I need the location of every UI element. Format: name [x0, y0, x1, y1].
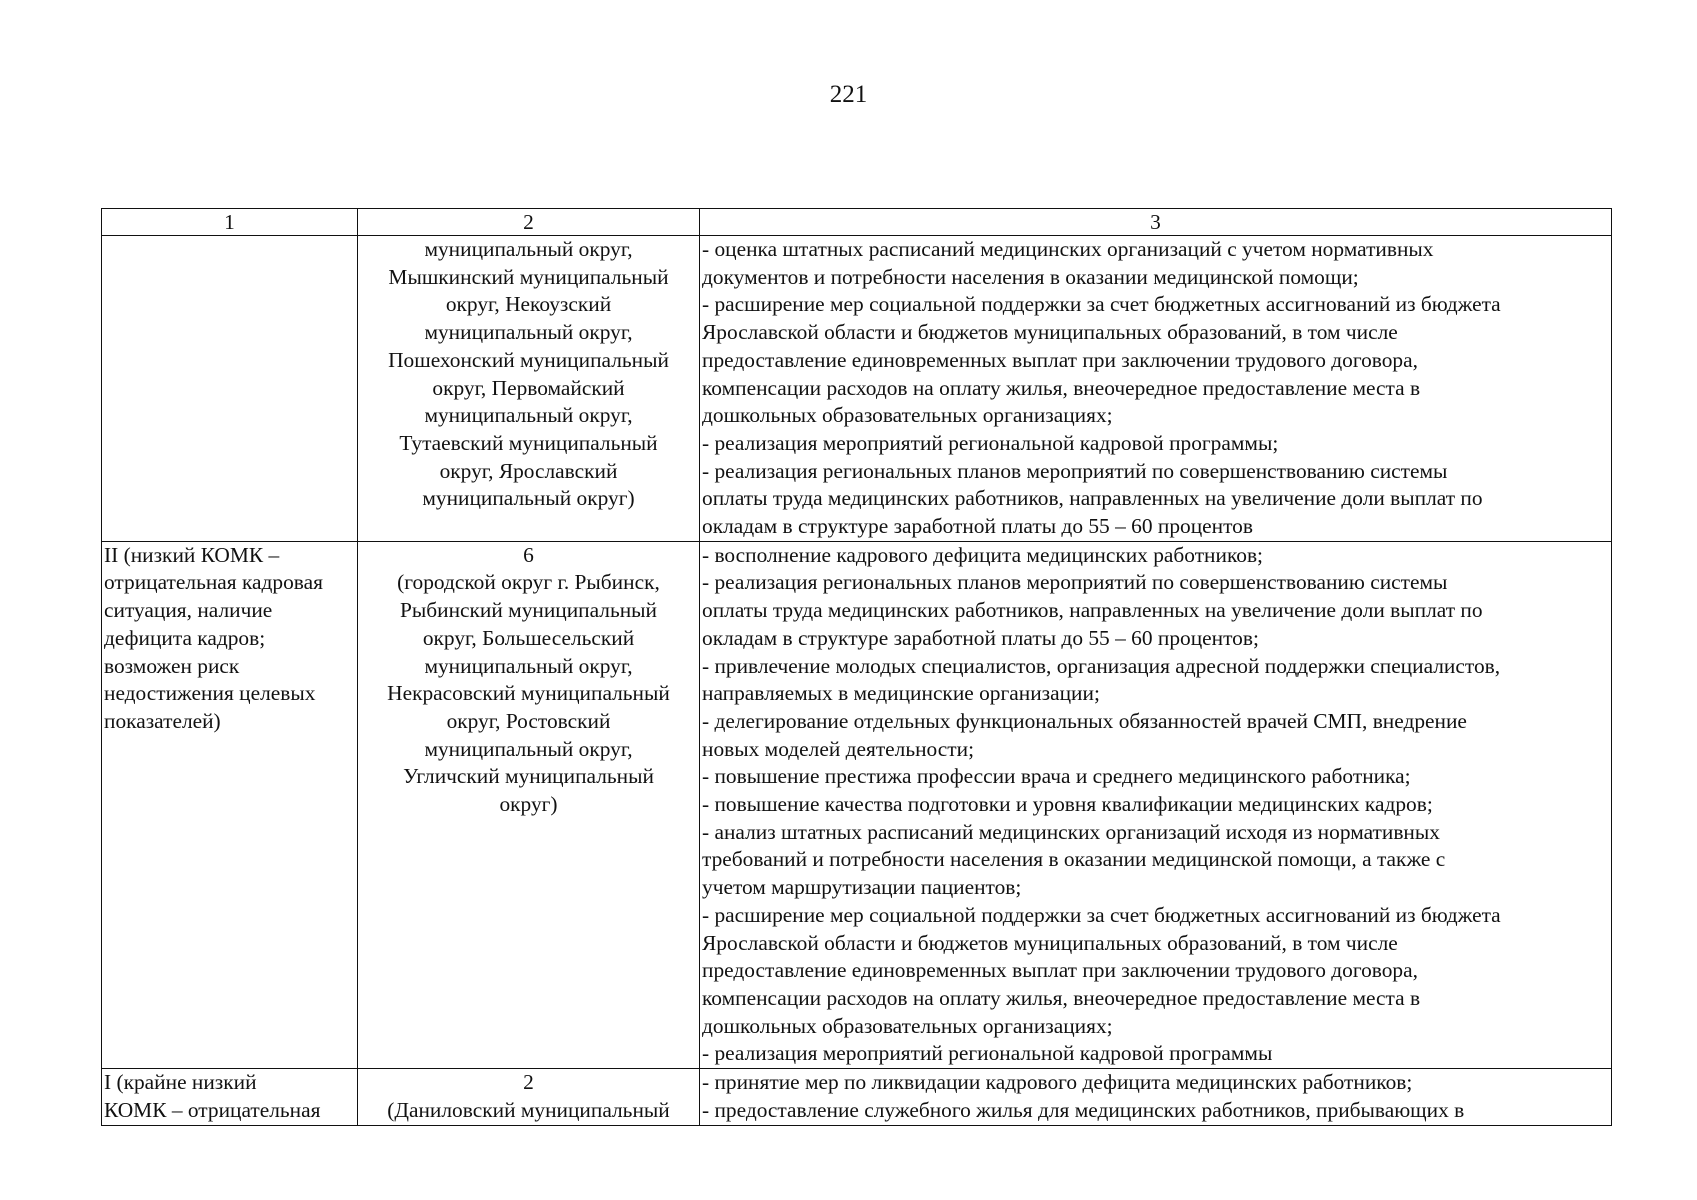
cell-line: - расширение мер социальной поддержки за счет бюджетных ассигнований из бюджета [702, 902, 1501, 927]
cell-line: показателей) [104, 708, 221, 733]
cell-line: муниципальный округ, [424, 320, 633, 345]
cell-line: требований и потребности населения в оказании медицинской помощи, а также с [702, 847, 1446, 872]
cell-line: предоставление единовременных выплат при заключении трудового договора, [702, 347, 1418, 372]
cell-line: муниципальный округ, [424, 237, 633, 261]
cell-line: Ярославской области и бюджетов муниципальных образований, в том числе [702, 930, 1398, 955]
cell-line: компенсации расходов на оплату жилья, внеочередное предоставление места в [702, 985, 1421, 1010]
cell-line: - привлечение молодых специалистов, организация адресной поддержки специалистов, [702, 653, 1501, 678]
cell-line: - делегирование отдельных функциональных обязанностей врачей СМП, внедрение [702, 708, 1467, 733]
cell-line: - повышение престижа профессии врача и среднего медицинского работника; [702, 764, 1411, 789]
table-row [102, 236, 1612, 542]
cell-line: Тутаевский муниципальный [399, 430, 658, 455]
cell-line: - оценка штатных расписаний медицинских организаций с учетом нормативных [702, 237, 1434, 261]
cell-line: - повышение качества подготовки и уровня квалификации медицинских кадров; [702, 792, 1433, 817]
cell-line: округ, Первомайский [432, 375, 625, 400]
cell-line: округ, Большесельский [422, 625, 635, 650]
cell-line: муниципальный округ, [424, 736, 633, 761]
districts-cell [358, 541, 700, 1068]
cell-line: Ярославской области и бюджетов муниципальных образований, в том числе [702, 320, 1398, 345]
cell-line: - восполнение кадрового дефицита медицинских работников; [702, 542, 1263, 567]
cell-line: - анализ штатных расписаний медицинских организаций исходя из нормативных [702, 819, 1440, 844]
cell-line: муниципальный округ, [424, 403, 633, 428]
cell-line: Мышкинский муниципальный [388, 264, 669, 289]
page-number: 221 [829, 81, 868, 108]
cell-line: округ, Некоузский [445, 292, 612, 317]
table-row [102, 1069, 1612, 1125]
cell-line: Рыбинский муниципальный [399, 598, 658, 623]
header-cell-3: 3 [700, 209, 1612, 236]
cell-line: учетом маршрутизации пациентов; [702, 875, 1022, 900]
cell-line: окладам в структуре заработной платы до 55 – 60 процентов; [702, 625, 1259, 650]
cell-line: окладам в структуре заработной платы до 55 – 60 процентов [702, 514, 1253, 539]
cell-line: - реализация региональных планов мероприятий по совершенствованию системы [702, 570, 1448, 595]
districts-cell [358, 236, 700, 542]
cell-line: - предоставление служебного жилья для медицинских работников, прибывающих в [702, 1097, 1465, 1122]
table-row [102, 541, 1612, 1068]
cell-line: предоставление единовременных выплат при заключении трудового договора, [702, 958, 1418, 983]
category-cell [102, 1069, 358, 1125]
cell-line: отрицательная кадровая [104, 570, 323, 595]
measures-cell [700, 541, 1612, 1068]
cell-line: округ, Ярославский [439, 458, 618, 483]
category-cell [102, 541, 358, 1068]
cell-line: округ) [499, 792, 558, 817]
cell-line: 2 [523, 1070, 534, 1095]
cell-line: дефицита кадров; [104, 625, 266, 650]
cell-line: дошкольных образовательных организациях; [702, 403, 1113, 428]
cell-line: оплаты труда медицинских работников, направленных на увеличение доли выплат по [702, 598, 1483, 623]
cell-line: направляемых в медицинские организации; [702, 681, 1100, 706]
cell-line: округ, Ростовский [446, 708, 611, 733]
measures-table [101, 208, 1612, 1126]
cell-line: возможен риск [104, 653, 240, 678]
cell-line: II (низкий КОМК – [104, 542, 280, 567]
header-cell-1: 1 [102, 209, 358, 236]
cell-line: - реализация региональных планов мероприятий по совершенствованию системы [702, 458, 1448, 483]
cell-line: - расширение мер социальной поддержки за счет бюджетных ассигнований из бюджета [702, 292, 1501, 317]
measures-cell [700, 236, 1612, 542]
cell-line: новых моделей деятельности; [702, 736, 975, 761]
cell-line: (городской округ г. Рыбинск, [397, 570, 660, 595]
cell-line: - реализация мероприятий региональной кадровой программы; [702, 430, 1279, 455]
cell-line: Пошехонский муниципальный [388, 347, 669, 372]
cell-line: документов и потребности населения в оказании медицинской помощи; [702, 264, 1359, 289]
cell-line: КОМК – отрицательная [104, 1097, 321, 1122]
cell-line: I (крайне низкий [104, 1070, 257, 1095]
cell-line: Угличский муниципальный [403, 764, 654, 789]
cell-line: Некрасовский муниципальный [387, 681, 670, 706]
cell-line: муниципальный округ) [422, 486, 635, 511]
cell-line: компенсации расходов на оплату жилья, внеочередное предоставление места в [702, 375, 1421, 400]
header-cell-2: 2 [358, 209, 700, 236]
cell-line: 6 [523, 542, 534, 567]
cell-line: - принятие мер по ликвидации кадрового дефицита медицинских работников; [702, 1070, 1413, 1095]
cell-line: дошкольных образовательных организациях; [702, 1013, 1113, 1038]
table-header-row [102, 209, 1612, 236]
cell-line: - реализация мероприятий региональной кадровой программы [702, 1041, 1273, 1066]
category-cell [102, 236, 358, 542]
cell-line: оплаты труда медицинских работников, направленных на увеличение доли выплат по [702, 486, 1483, 511]
cell-line: (Даниловский муниципальный [387, 1097, 670, 1122]
cell-line: муниципальный округ, [424, 653, 633, 678]
cell-line: ситуация, наличие [104, 598, 273, 623]
measures-cell [700, 1069, 1612, 1125]
districts-cell [358, 1069, 700, 1125]
cell-line: недостижения целевых [104, 681, 316, 706]
